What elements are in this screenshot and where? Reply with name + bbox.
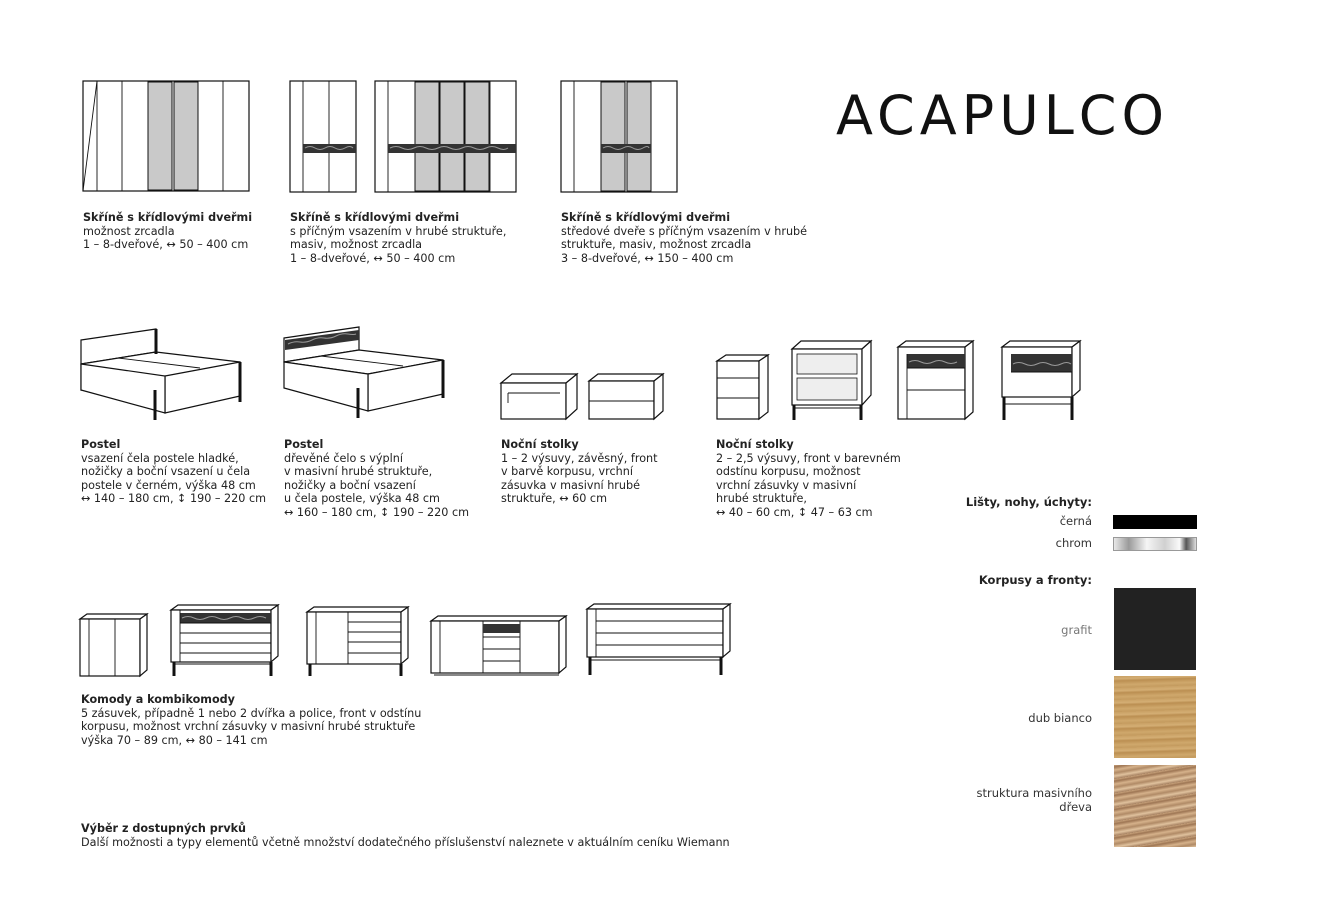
trim-swatch-chrome [1113, 537, 1197, 551]
wardrobe2-title: Skříně s křídlovými dveřmi [290, 211, 460, 224]
body-swatch-solid-wood [1114, 765, 1196, 847]
dressers-description [81, 693, 421, 747]
wardrobe2-description [290, 211, 506, 265]
bed2-line: u čela postele, výška 48 cm [284, 492, 440, 506]
wardrobe1-line: možnost zrcadla [83, 224, 175, 238]
trim-label-chrome: chrom [1055, 536, 1092, 550]
nightstand-legs-illustration [791, 340, 875, 424]
wardrobe-center-insert-illustration [560, 80, 680, 195]
dressers-line: 5 zásuvek, případně 1 nebo 2 dvířka a police, front v odstínu [81, 706, 422, 720]
footer-note [81, 822, 730, 849]
bed2-line: v masivní hrubé struktuře, [284, 465, 433, 479]
sideboard-combo-illustration [430, 615, 570, 679]
bed1-description [81, 438, 266, 506]
night2-description [716, 438, 901, 520]
bed1-line: nožičky a boční vsazení u čela [81, 465, 251, 479]
night1-line: 1 – 2 výsuvy, závěsný, front [501, 451, 658, 465]
night2-line: hrubé struktuře, [716, 492, 807, 506]
trim-swatch-black [1113, 515, 1197, 529]
trims-legend-title: Lišty, nohy, úchyty: [965, 495, 1092, 509]
dresser-door-drawers-illustration [306, 606, 412, 678]
wardrobe2-line: s příčným vsazením v hrubé struktuře, [290, 224, 507, 238]
lowboard-legs-illustration [586, 603, 734, 679]
nightstand-hanging-2-illustration [588, 373, 668, 425]
dressers-line: korpusu, možnost vrchní zásuvky v masivní hrubé struktuře [81, 720, 416, 734]
wardrobe3-line: struktuře, masiv, možnost zrcadla [561, 238, 752, 252]
footer-line: Další možnosti a typy elementů včetně množství dodatečného příslušenství naleznete v aktuálním ceníku Wiemann [81, 835, 730, 849]
wardrobe1-title: Skříně s křídlovými dveřmi [83, 211, 253, 224]
footer-title: Výběr z dostupných prvků [81, 822, 247, 835]
wardrobe-small-insert-illustration [289, 80, 359, 195]
bed-smooth-illustration [80, 328, 250, 423]
night2-line: 2 – 2,5 výsuvy, front v barevném [716, 451, 901, 465]
night1-description [501, 438, 658, 506]
dressers-line: výška 70 – 89 cm, ↔ 80 – 141 cm [81, 733, 268, 747]
bed2-description [284, 438, 469, 520]
body-label-oak-bianco: dub bianco [1028, 711, 1092, 725]
night2-title: Noční stolky [716, 438, 794, 451]
wardrobe1-description [83, 211, 252, 252]
wardrobe3-description [561, 211, 807, 265]
body-swatch-oak-bianco [1114, 676, 1196, 758]
nightstand-small-illustration [716, 354, 772, 422]
night1-line: zásuvka v masivní hrubé [501, 478, 640, 492]
dressers-title: Komody a kombikomody [81, 693, 235, 706]
body-label-graphite: grafit [1061, 623, 1092, 637]
wardrobe1-line: 1 – 8-dveřové, ↔ 50 – 400 cm [83, 238, 249, 252]
bed1-line: ↔ 140 – 180 cm, ↕ 190 – 220 cm [81, 492, 267, 506]
bed2-line: dřevěné čelo s výplní [284, 451, 403, 465]
wardrobe2-line: 1 – 8-dveřové, ↔ 50 – 400 cm [290, 251, 456, 265]
bed2-title: Postel [284, 438, 324, 451]
trim-label-black: černá [1059, 514, 1092, 528]
bed1-title: Postel [81, 438, 121, 451]
night2-line: vrchní zásuvky v masivní [716, 478, 857, 492]
bed1-line: vsazení čela postele hladké, [81, 451, 239, 465]
nightstand-structured-legs-illustration [1001, 340, 1085, 424]
nightstand-structured-illustration [897, 340, 977, 424]
dresser-structured-legs-illustration [170, 604, 282, 680]
nightstand-hanging-1-illustration [500, 373, 580, 425]
bed2-line: ↔ 160 – 180 cm, ↕ 190 – 220 cm [284, 505, 470, 519]
body-swatch-graphite [1114, 588, 1196, 670]
bed-structured-illustration [283, 326, 453, 421]
bed1-line: postele v černém, výška 48 cm [81, 478, 256, 492]
wardrobe3-line: 3 – 8-dveřové, ↔ 150 – 400 cm [561, 251, 734, 265]
night2-line: odstínu korpusu, možnost [716, 465, 861, 479]
bodies-legend-title: Korpusy a fronty: [978, 573, 1092, 587]
night1-line: v barvě korpusu, vrchní [501, 465, 633, 479]
bed2-line: nožičky a boční vsazení [284, 478, 416, 492]
wardrobe2-line: masiv, možnost zrcadla [290, 238, 423, 252]
brand-title: ACAPULCO [836, 84, 1170, 147]
night1-title: Noční stolky [501, 438, 579, 451]
wardrobe3-title: Skříně s křídlovými dveřmi [561, 211, 731, 224]
night1-line: struktuře, ↔ 60 cm [501, 492, 607, 506]
cabinet-two-door-illustration [79, 613, 151, 679]
wardrobe-mirror-illustration [82, 80, 252, 195]
body-label-solid-wood: struktura masivního dřeva [976, 786, 1092, 814]
wardrobe-large-insert-illustration [374, 80, 519, 195]
night2-line: ↔ 40 – 60 cm, ↕ 47 – 63 cm [716, 505, 873, 519]
wardrobe3-line: středové dveře s příčným vsazením v hrubé [561, 224, 808, 238]
